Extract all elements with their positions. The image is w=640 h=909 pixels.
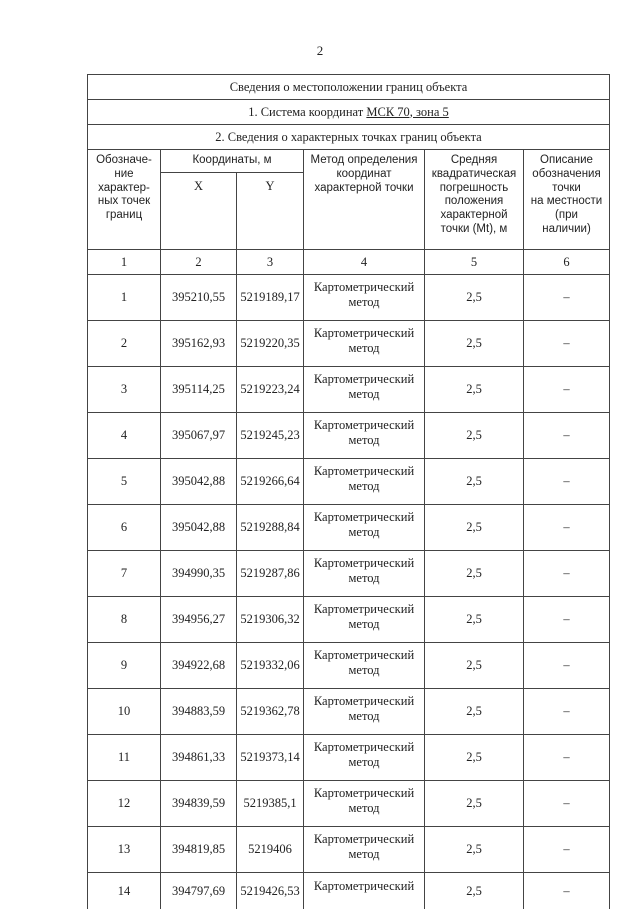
coordinate-system-prefix: 1. Система координат <box>248 105 366 119</box>
method-cell: Картометрический метод <box>304 413 425 459</box>
accuracy-cell: 2,5 <box>425 551 524 597</box>
coord-x: 394922,68 <box>161 643 237 689</box>
description-cell: – <box>524 781 610 827</box>
coord-y: 5219373,14 <box>237 735 304 781</box>
coord-y: 5219426,53 <box>237 873 304 909</box>
accuracy-cell: 2,5 <box>425 735 524 781</box>
point-number: 6 <box>88 505 161 551</box>
coord-x: 394797,69 <box>161 873 237 909</box>
coord-y: 5219287,86 <box>237 551 304 597</box>
table-row <box>88 781 610 827</box>
coord-y: 5219385,1 <box>237 781 304 827</box>
point-number: 5 <box>88 459 161 505</box>
point-number: 4 <box>88 413 161 459</box>
column-number: 1 <box>88 250 161 275</box>
coord-y: 5219362,78 <box>237 689 304 735</box>
column-number: 6 <box>524 250 610 275</box>
method-cell: Картометрический метод <box>304 505 425 551</box>
point-number: 2 <box>88 321 161 367</box>
coordinate-system-name: МСК 70, зона 5 <box>366 105 448 119</box>
method-cell: Картометрический метод <box>304 643 425 689</box>
description-cell: – <box>524 689 610 735</box>
table-row <box>88 827 610 873</box>
description-cell: – <box>524 275 610 321</box>
point-number: 13 <box>88 827 161 873</box>
table-row <box>88 735 610 781</box>
point-number: 10 <box>88 689 161 735</box>
coord-x: 394883,59 <box>161 689 237 735</box>
coord-x: 394819,85 <box>161 827 237 873</box>
table-row <box>88 367 610 413</box>
point-number: 9 <box>88 643 161 689</box>
coord-x: 394956,27 <box>161 597 237 643</box>
header-accuracy: Средняя квадратическая погрешность положения характерной точки (Mt), м <box>425 150 524 250</box>
coord-x: 395162,93 <box>161 321 237 367</box>
coord-x: 395042,88 <box>161 459 237 505</box>
point-number: 8 <box>88 597 161 643</box>
point-number: 1 <box>88 275 161 321</box>
table-row <box>88 275 610 321</box>
coord-x: 395114,25 <box>161 367 237 413</box>
accuracy-cell: 2,5 <box>425 367 524 413</box>
method-cell: Картометрический метод <box>304 597 425 643</box>
accuracy-cell: 2,5 <box>425 413 524 459</box>
description-cell: – <box>524 413 610 459</box>
accuracy-cell: 2,5 <box>425 505 524 551</box>
accuracy-cell: 2,5 <box>425 275 524 321</box>
page-number: 2 <box>0 43 640 59</box>
table-row <box>88 597 610 643</box>
table-row <box>88 505 610 551</box>
method-cell: Картометрический метод <box>304 827 425 873</box>
description-cell: – <box>524 735 610 781</box>
coord-y: 5219332,06 <box>237 643 304 689</box>
coord-y: 5219306,32 <box>237 597 304 643</box>
column-number: 3 <box>237 250 304 275</box>
point-number: 12 <box>88 781 161 827</box>
method-cell: Картометрический метод <box>304 551 425 597</box>
accuracy-cell: 2,5 <box>425 597 524 643</box>
coord-y: 5219245,23 <box>237 413 304 459</box>
coord-x: 395067,97 <box>161 413 237 459</box>
coord-x: 394990,35 <box>161 551 237 597</box>
method-cell: Картометрический метод <box>304 367 425 413</box>
section-title: 2. Сведения о характерных точках границ объекта <box>88 125 610 150</box>
description-cell: – <box>524 367 610 413</box>
coord-y: 5219406 <box>237 827 304 873</box>
method-cell: Картометрический метод <box>304 735 425 781</box>
accuracy-cell: 2,5 <box>425 643 524 689</box>
table-row <box>88 643 610 689</box>
point-number: 11 <box>88 735 161 781</box>
header-x: X <box>161 173 237 250</box>
description-cell: – <box>524 597 610 643</box>
column-number: 2 <box>161 250 237 275</box>
accuracy-cell: 2,5 <box>425 781 524 827</box>
description-cell: – <box>524 505 610 551</box>
column-number: 4 <box>304 250 425 275</box>
accuracy-cell: 2,5 <box>425 321 524 367</box>
description-cell: – <box>524 643 610 689</box>
table-row <box>88 459 610 505</box>
point-number: 3 <box>88 367 161 413</box>
coord-x: 395042,88 <box>161 505 237 551</box>
coord-y: 5219266,64 <box>237 459 304 505</box>
accuracy-cell: 2,5 <box>425 873 524 909</box>
method-cell: Картометрический метод <box>304 275 425 321</box>
table-row <box>88 551 610 597</box>
coord-y: 5219220,35 <box>237 321 304 367</box>
method-cell: Картометрический метод <box>304 781 425 827</box>
description-cell: – <box>524 321 610 367</box>
column-numbers-row <box>88 250 610 275</box>
table-row <box>88 873 610 909</box>
coordinate-system-row <box>88 100 610 125</box>
coord-x: 394839,59 <box>161 781 237 827</box>
header-coordinates: Координаты, м <box>161 150 304 173</box>
point-number: 7 <box>88 551 161 597</box>
table-title: Сведения о местоположении границ объекта <box>88 75 610 100</box>
header-method: Метод определения координат характерной точки <box>304 150 425 250</box>
coord-y: 5219223,24 <box>237 367 304 413</box>
accuracy-cell: 2,5 <box>425 689 524 735</box>
method-cell: Картометрический метод <box>304 321 425 367</box>
coord-y: 5219288,84 <box>237 505 304 551</box>
coord-x: 395210,55 <box>161 275 237 321</box>
boundary-points-table <box>87 74 610 909</box>
table-row <box>88 321 610 367</box>
table-row <box>88 413 610 459</box>
description-cell: – <box>524 827 610 873</box>
coord-x: 394861,33 <box>161 735 237 781</box>
method-cell: Картометрический <box>304 873 425 909</box>
accuracy-cell: 2,5 <box>425 459 524 505</box>
table-row <box>88 689 610 735</box>
coord-y: 5219189,17 <box>237 275 304 321</box>
accuracy-cell: 2,5 <box>425 827 524 873</box>
method-cell: Картометрический метод <box>304 459 425 505</box>
point-number: 14 <box>88 873 161 909</box>
description-cell: – <box>524 551 610 597</box>
column-number: 5 <box>425 250 524 275</box>
description-cell: – <box>524 873 610 909</box>
header-designation: Обозначе- ние характер- ных точек границ <box>88 150 161 250</box>
header-description: Описание обозначения точки на местности (при наличии) <box>524 150 610 250</box>
header-y: Y <box>237 173 304 250</box>
description-cell: – <box>524 459 610 505</box>
method-cell: Картометрический метод <box>304 689 425 735</box>
